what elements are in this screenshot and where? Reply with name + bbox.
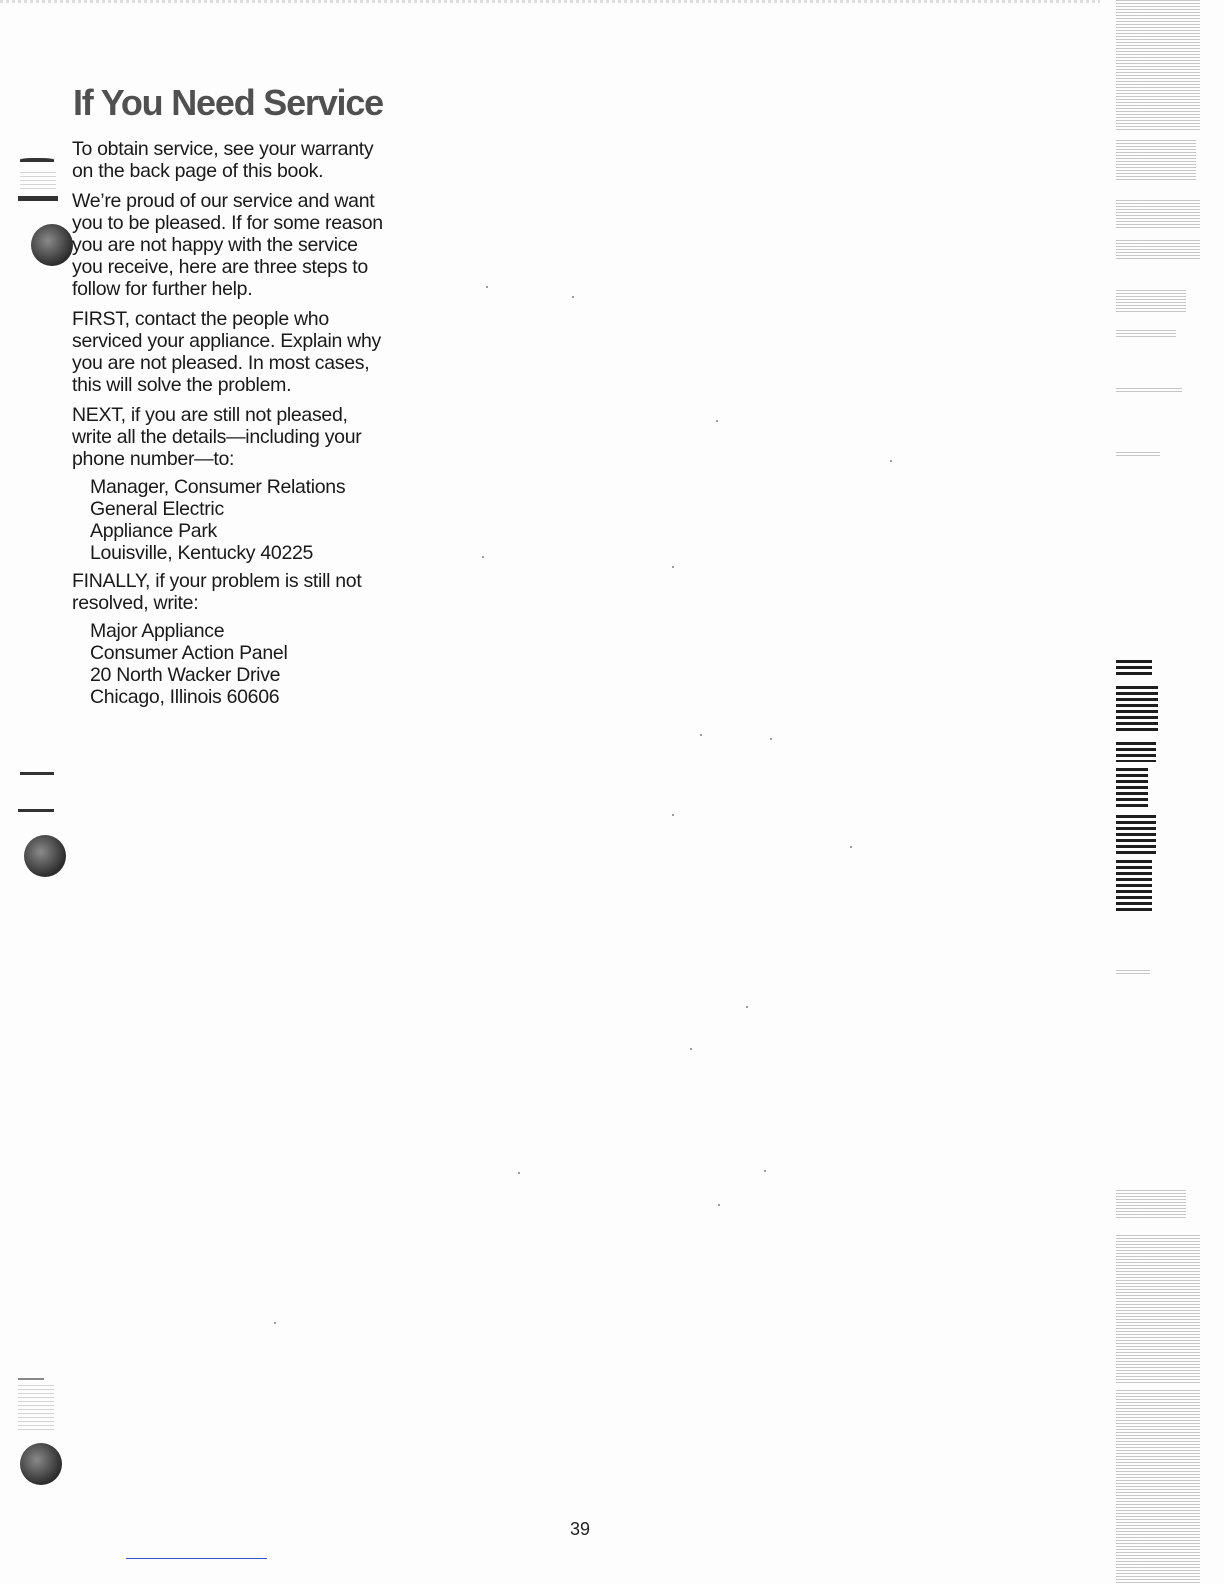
binding-mark [18,1378,44,1380]
bleed-text [1116,1235,1200,1385]
scan-top-edge [0,0,1100,3]
binding-mark [20,772,54,775]
page-title: If You Need Service [73,82,384,123]
binding-mark [20,158,54,162]
bleed-text [1116,200,1200,230]
scan-dot [518,1172,520,1174]
final-step-paragraph: FINALLY, if your problem is still not resolved, write: [72,570,362,614]
address-line: General Electric [90,498,224,520]
punch-hole [31,224,73,266]
consumer-action-panel-address [90,620,392,708]
scan-dot [274,1322,276,1324]
bleed-text [1116,388,1182,394]
bleed-text [1116,1190,1186,1220]
scan-dot [764,1170,766,1172]
binding-mark [18,1385,54,1433]
punch-hole [20,1443,62,1485]
page-number: 39 [570,1519,591,1539]
bleed-dark-block [1116,686,1158,732]
bleed-text [1116,290,1186,312]
bleed-text [1116,0,1200,130]
address-line: Manager, Consumer Relations [90,476,346,498]
address-line: Appliance Park [90,520,217,542]
address-line: Louisville, Kentucky 40225 [90,542,314,564]
bleed-text [1116,452,1160,458]
scan-dot [482,556,484,558]
scan-dot [770,738,772,740]
bleed-text [1116,140,1196,180]
binding-mark [20,172,56,190]
first-step-paragraph: FIRST, contact the people who serviced your appliance. Explain why you are not pleased. In most cases, this will solve the problem. [72,308,381,396]
bleed-dark-block [1116,768,1148,808]
scan-dot [486,286,488,288]
next-step-paragraph: NEXT, if you are still not pleased, write all the details—including your phone number—to: [72,404,362,470]
scan-dot [700,734,702,736]
bleed-through-strip [1116,0,1202,1584]
bleed-dark-block [1116,742,1156,762]
bleed-dark-block [1116,660,1152,676]
scan-dot [672,814,674,816]
scan-dot [746,1006,748,1008]
scan-dot [716,420,718,422]
pride-paragraph: We’re proud of our service and want you to be pleased. If for some reason you are not happy with the service you receive, here are three steps to follow for further help. [72,190,383,300]
scan-dot [850,846,852,848]
scan-dot [672,566,674,568]
bleed-text [1116,330,1176,338]
address-line: Consumer Action Panel [90,642,288,664]
binding-mark [18,809,54,812]
bleed-dark-block [1116,860,1152,914]
scan-dot [572,296,574,298]
binding-mark [18,196,58,201]
footer-underline [126,1558,267,1559]
bleed-text [1116,240,1200,260]
address-line: Chicago, Illinois 60606 [90,686,280,708]
address-line: Major Appliance [90,620,225,642]
consumer-relations-address [90,476,392,564]
scan-dot [890,460,892,462]
punch-hole [24,835,66,877]
intro-paragraph: To obtain service, see your warranty on the back page of this book. [72,138,374,182]
bleed-dark-block [1116,815,1156,855]
scan-dot [690,1048,692,1050]
scan-dot [718,1204,720,1206]
service-instructions [72,138,392,714]
bleed-text [1116,1390,1200,1584]
bleed-text [1116,970,1150,974]
address-line: 20 North Wacker Drive [90,664,281,686]
